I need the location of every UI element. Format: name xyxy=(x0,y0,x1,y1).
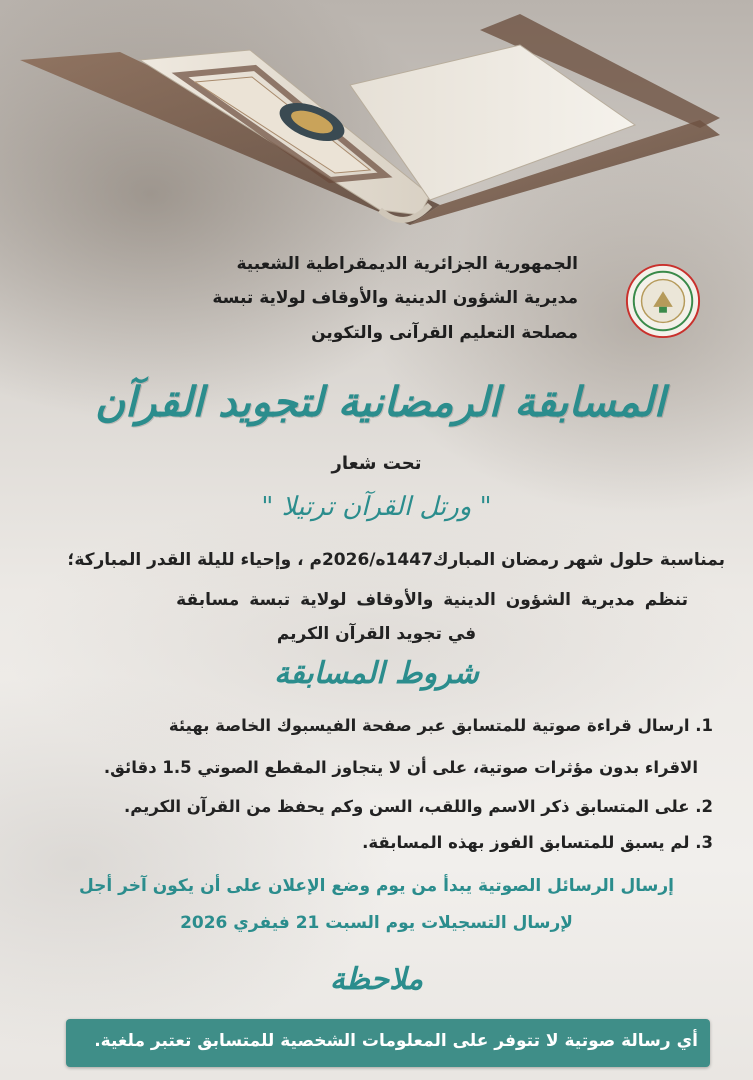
header-republic: الجمهورية الجزائرية الديمقراطية الشعبية xyxy=(236,254,578,274)
ministry-emblem-icon xyxy=(624,262,702,340)
conditions-title: شروط المسابقة xyxy=(274,656,479,691)
quran-book-illustration xyxy=(0,0,753,250)
slogan: " ورتل القرآن ترتيلا " xyxy=(261,492,492,522)
deadline-line-2: لإرسال التسجيلات يوم السبت 21 فيفري 2026 xyxy=(180,913,573,933)
announcement-line-1: بمناسبة حلول شهر رمضان المبارك1447ه/2026م ، وإحياء لليلة القدر المباركة؛ xyxy=(67,550,725,570)
note-title: ملاحظة xyxy=(329,962,424,997)
condition-item: الاقراء بدون مؤثرات صوتية، على أن لا يتجاوز المقطع الصوتي 1.5 دقائق. xyxy=(103,758,698,777)
competition-title: المسابقة الرمضانية لتجويد القرآن xyxy=(94,378,666,426)
header-service: مصلحة التعليم القرآنى والتكوين xyxy=(311,323,578,343)
header-directorate: مديرية الشؤون الدينية والأوقاف لولاية تبسة xyxy=(212,288,578,308)
announcement-line-2: تنظم مديرية الشؤون الدينية والأوقاف لولاية تبسة مسابقة xyxy=(176,590,688,610)
deadline-line-1: إرسال الرسائل الصوتية يبدأ من يوم وضع الإعلان على أن يكون آخر أجل xyxy=(78,876,675,896)
note-box xyxy=(66,1019,710,1067)
announcement-line-3: في تجويد القرآن الكريم xyxy=(276,624,477,644)
slogan-label: تحت شعار xyxy=(331,453,422,474)
condition-item: 1. ارسال قراءة صوتية للمتسابق عبر صفحة الفيسبوك الخاصة بهيئة xyxy=(168,716,713,735)
condition-item: 2. على المتسابق ذكر الاسم واللقب، السن وكم يحفظ من القرآن الكريم. xyxy=(123,797,713,816)
note-text: أي رسالة صوتية لا تتوفر على المعلومات الشخصية للمتسابق تعتبر ملغية. xyxy=(94,1031,698,1051)
condition-item: 3. لم يسبق للمتسابق الفوز بهذه المسابقة. xyxy=(362,833,713,852)
